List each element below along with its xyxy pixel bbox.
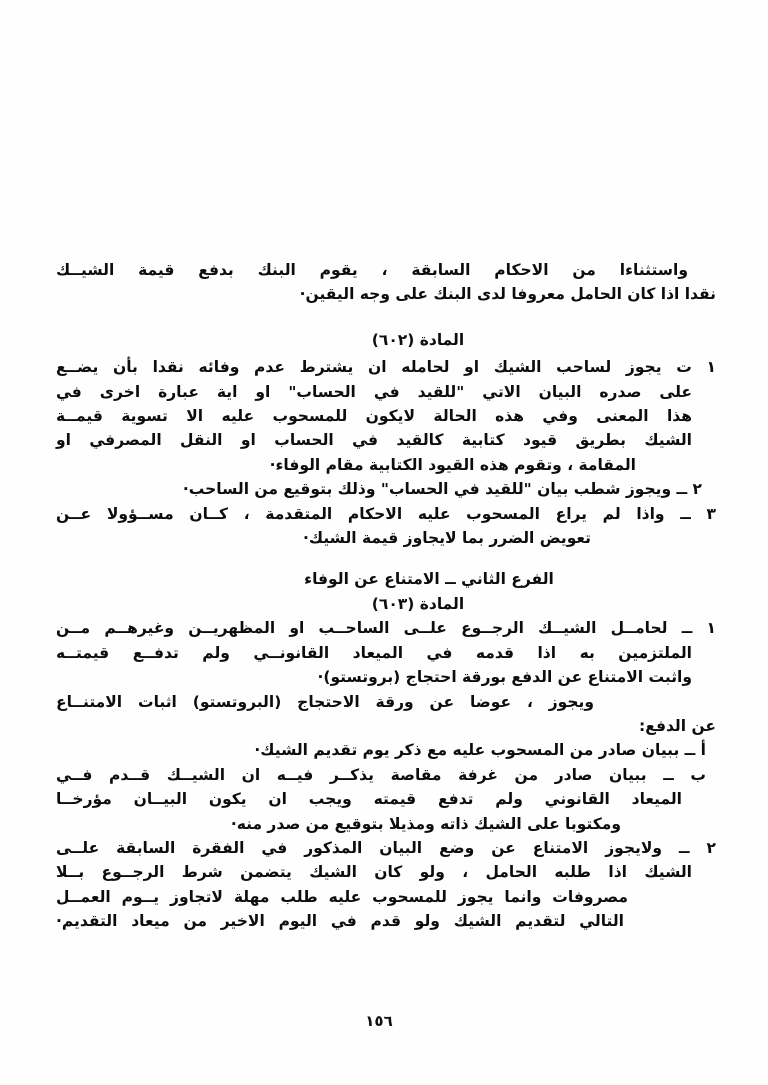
article-602-item-3-line-1: ٣ ــ واذا لم يراع المسحوب عليه الاحكام المتقدمة ، كــان مســؤولا عــن <box>56 504 716 523</box>
article-603-sub-a-line-1: أ ــ ببيان صادر من المسحوب عليه مع ذكر يوم تقديم الشيك· <box>254 741 706 760</box>
article-603-proviso-line-2: عن الدفع: <box>639 716 716 735</box>
article-602-item-1-line-4: الشيك بطريق قيود كتابية كالقيد في الحساب او النقل المصرفي او <box>56 431 692 450</box>
section-2-heading: الفرع الثاني ــ الامتناع عن الوفاء <box>304 570 554 589</box>
article-602-heading: المادة (٦٠٢) <box>371 330 465 349</box>
document-text-block <box>56 258 716 934</box>
article-602-item-1-line-1: ١ ت يجوز لساحب الشيك او لحامله ان يشترط عدم وفائه نقدا بأن يضــع <box>56 358 716 377</box>
page-number: ١٥٦ <box>365 1012 393 1030</box>
article-602-item-2-line-1: ٢ ــ ويجوز شطب بيان "للقيد في الحساب" وذلك بتوقيع من الساحب· <box>182 480 702 499</box>
article-603-item-2-line-2: الشيك اذا طلبه الحامل ، ولو كان الشيك يتضمن شرط الرجــوع بــلا <box>56 863 692 882</box>
article-603-item-2-line-1: ٢ ــ ولايجوز الامتناع عن وضع البيان المذكور في الفقرة السابقة علــى <box>56 838 716 857</box>
article-603-sub-b-line-1: ب ــ ببيان صادر من غرفة مقاصة يذكــر فيــه ان الشيــك قــدم فــي <box>56 765 706 784</box>
article-603-item-2-line-4: التالي لتقديم الشيك ولو قدم في اليوم الاخير من ميعاد التقديم· <box>56 912 624 931</box>
article-602-item-1-line-2: على صدره البيان الاتي "للقيد في الحساب" او اية عبارة اخرى في <box>56 382 692 401</box>
body-line-intro-1: واستثناءا من الاحكام السابقة ، يقوم البنك بدفع قيمة الشيــك <box>56 261 688 279</box>
article-602-item-1-line-3: هذا المعنى وفي هذه الحالة لايكون للمسحوب عليه الا تسوية قيمــة <box>56 407 692 426</box>
article-603-item-1-line-3: واثبت الامتناع عن الدفع بورقة احتجاج (بروتستو)· <box>317 668 692 687</box>
article-603-sub-b-line-3: ومكتوبا على الشيك ذاته ومذيلا بتوقيع من صدر منه· <box>230 814 621 833</box>
article-603-heading: المادة (٦٠٣) <box>371 594 465 613</box>
body-line-intro-2: نقدا اذا كان الحامل معروفا لدى البنك على وجه اليقين· <box>299 285 716 304</box>
article-602-item-1-line-5: المقامة ، وتقوم هذه القيود الكتابية مقام الوفاء· <box>269 455 636 474</box>
article-603-item-1-line-2: الملتزمين به اذا قدمه في الميعاد القانونــي ولم تدفــع قيمتــه <box>56 643 692 662</box>
article-603-item-2-line-3: مصروفات وانما يجوز للمسحوب عليه طلب مهلة لاتجاوز يــوم العمــل <box>56 887 628 906</box>
article-603-proviso-line-1: ويجوز ، عوضا عن ورقة الاحتجاج (البروتستو) اثبات الامتنــاع <box>56 692 594 711</box>
article-602-item-3-line-2: تعويض الضرر بما لايجاوز قيمة الشيك· <box>303 529 591 548</box>
article-603-sub-b-line-2: الميعاد القانوني ولم تدفع قيمته ويجب ان يكون البيــان مؤرخــا <box>56 790 682 809</box>
article-603-item-1-line-1: ١ ــ لحامــل الشيــك الرجــوع علــى الساحــب او المظهريــن وغيرهــم مــن <box>56 619 716 638</box>
